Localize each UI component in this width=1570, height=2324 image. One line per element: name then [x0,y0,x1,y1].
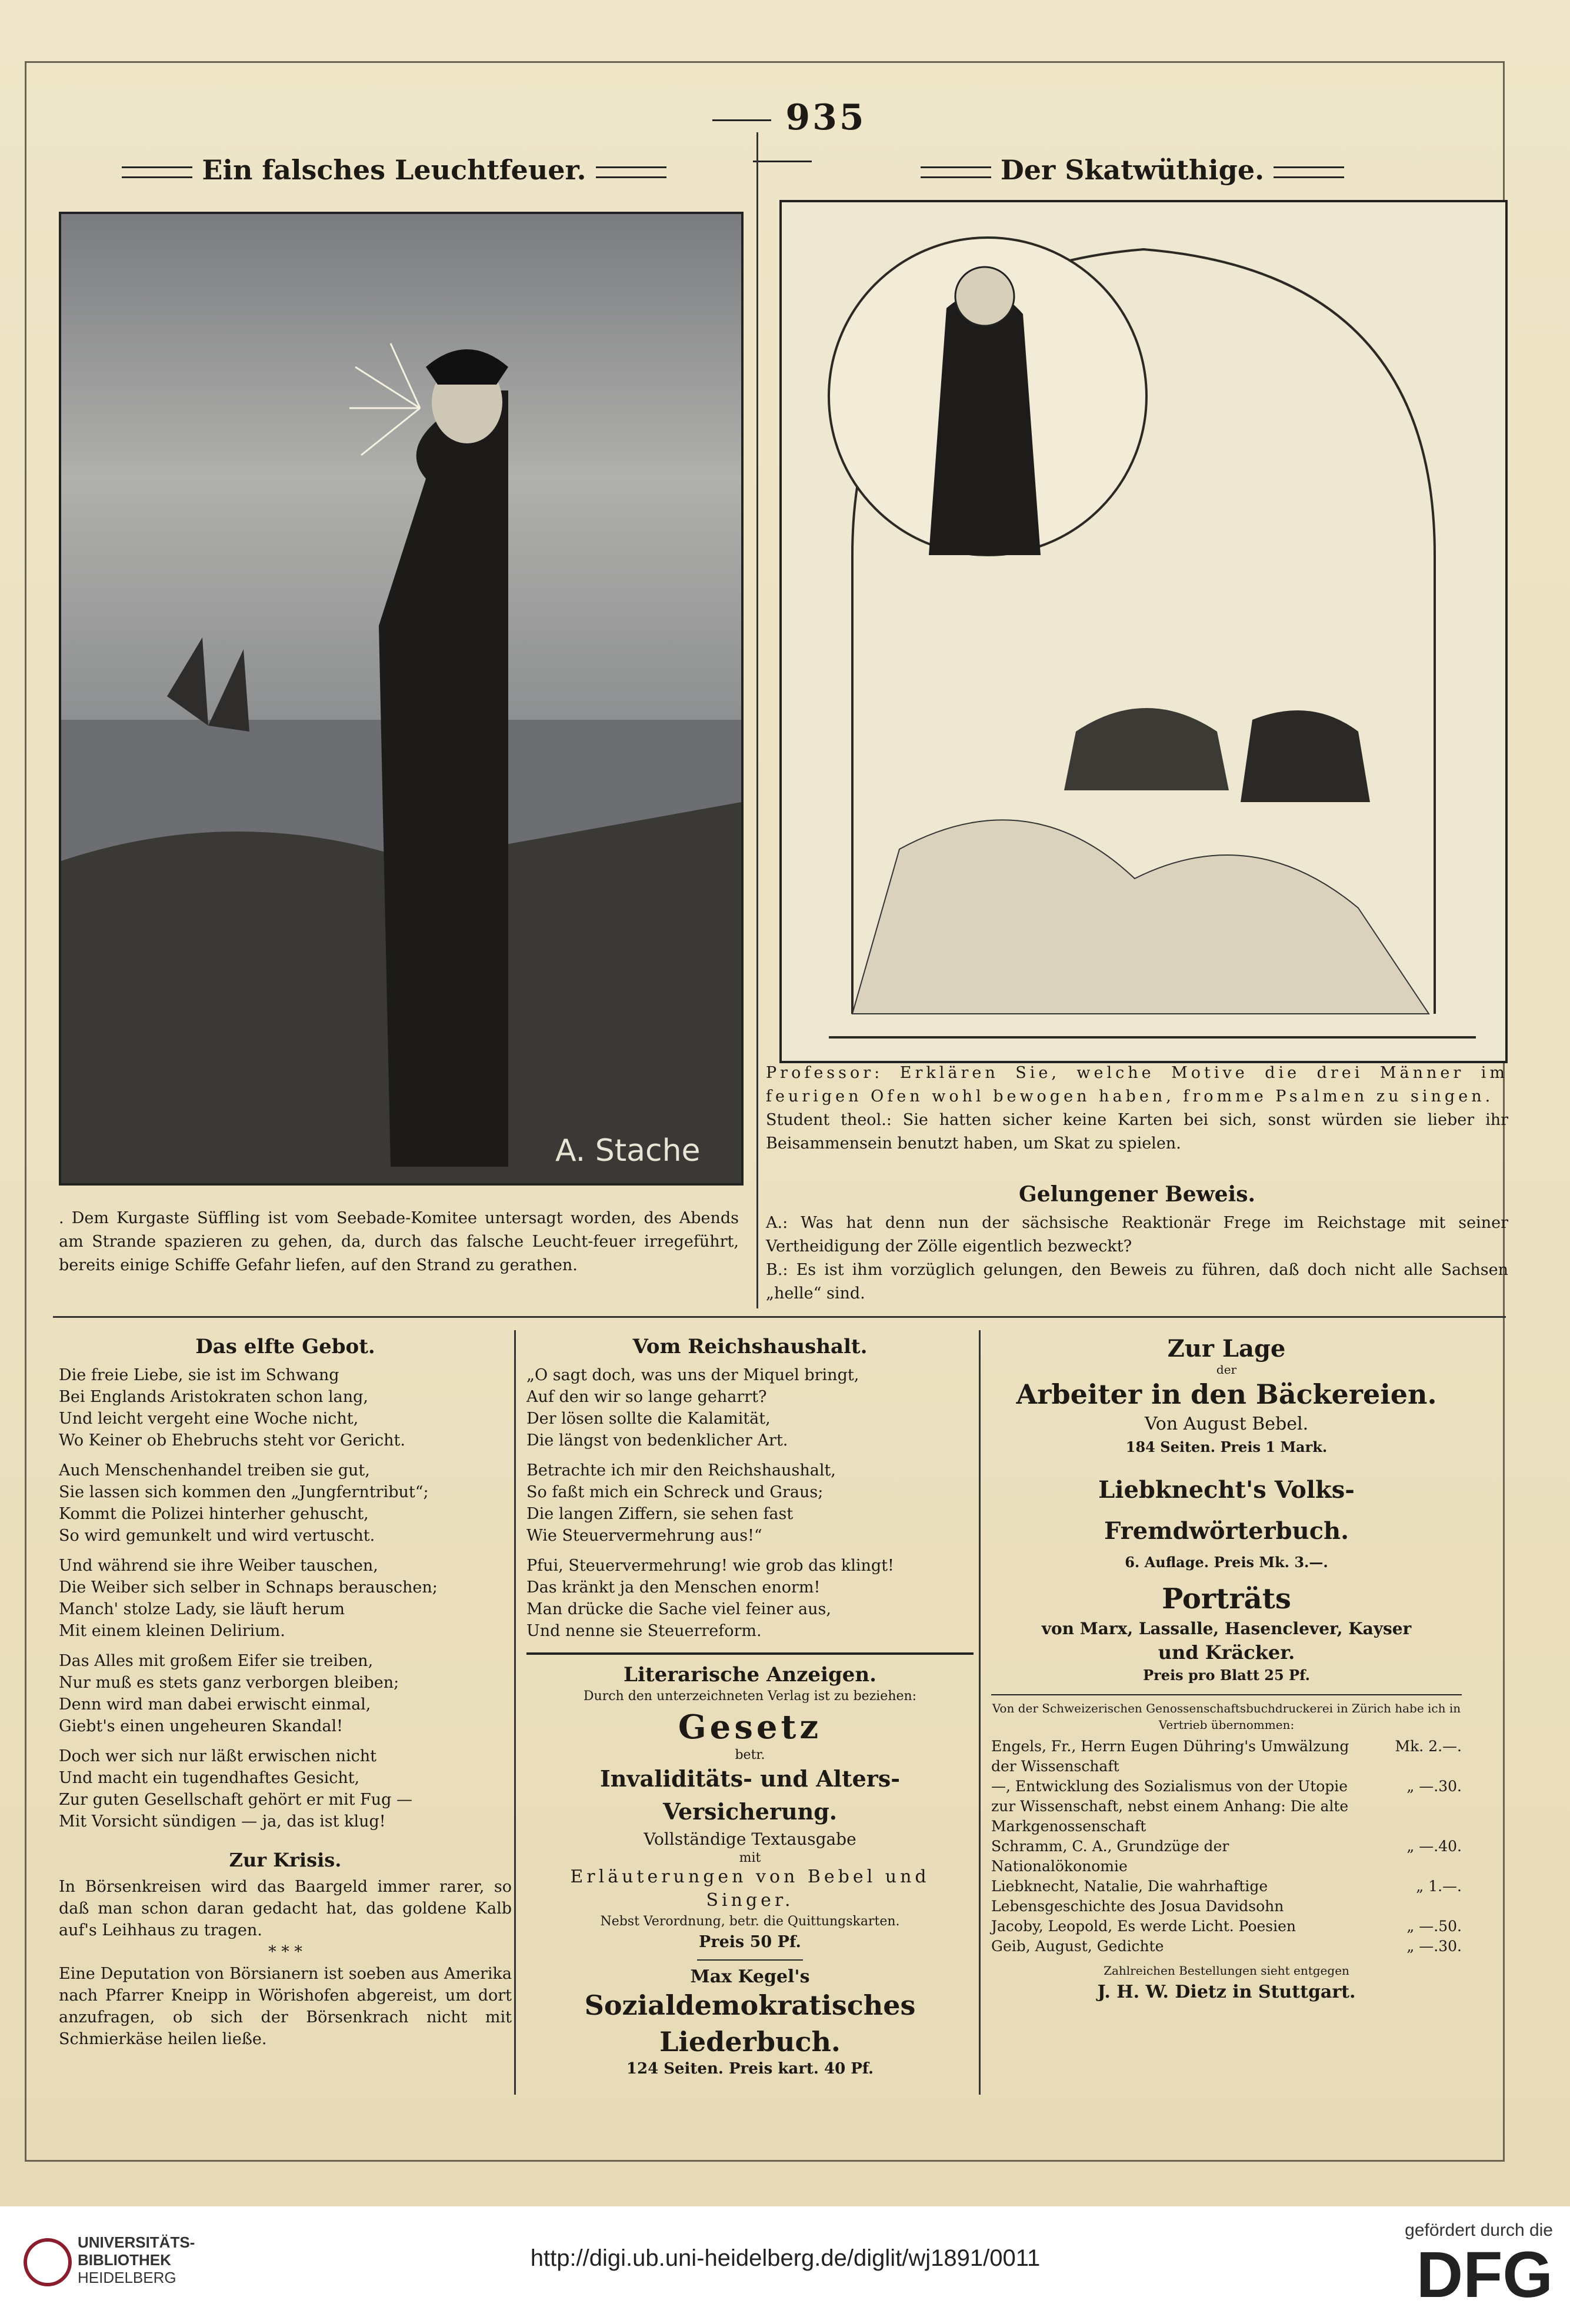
signature: A. Stache [555,1133,701,1168]
bebel-price: 184 Seiten. Preis 1 Mark. [1125,1438,1328,1455]
left-title-row [82,154,706,186]
ovens-illustration [779,200,1508,1063]
verse: Betrachte ich mir den Reichshaushalt, [526,1461,836,1480]
verse: Manch' stolze Lady, sie läuft herum [59,1600,345,1618]
illustration-drawing [782,202,1505,1061]
book-item [991,1936,1462,1956]
elfte-gebot-poem [59,1364,512,1832]
textausgabe: Vollständige Textausgabe [644,1829,856,1849]
bestellungen: Zahlreichen Bestellungen sieht entgegen [1104,1964,1349,1978]
verse: So wird gemunkelt und wird vertuscht. [59,1527,375,1545]
right-title-row [806,154,1459,186]
illustration-drawing [61,214,741,1183]
verse: Mit einem kleinen Delirium. [59,1622,285,1640]
verse: Das Alles mit großem Eifer sie treiben, [59,1652,374,1670]
lit-title: Literarische Anzeigen. [624,1663,876,1687]
verse: Und macht ein tugendhaftes Gesicht, [59,1769,360,1787]
verse: Pfui, Steuervermehrung! wie grob das klingt! [526,1557,894,1575]
gesetz-title: Gesetz [678,1708,822,1747]
verse: Zur guten Gesellschaft gehört er mit Fug — [59,1791,413,1809]
book-title: Engels, Fr., Herrn Eugen Dühring's Umwälzung der Wissenschaft [991,1738,1349,1775]
arbeiter-title: Arbeiter in den Bäckereien. [1016,1378,1437,1410]
stanza [526,1364,974,1451]
book-price: „ —.50. [1406,1918,1462,1935]
column-divider-top [756,132,758,1308]
lit-intro: Durch den unterzeichneten Verlag ist zu beziehen: [583,1689,917,1704]
funded-by: gefördert durch die [1405,2221,1553,2240]
reichshaushalt-poem [526,1364,974,1642]
dfg-logo: DFG [1416,2239,1553,2311]
verse: Die längst von bedenklicher Art. [526,1431,788,1450]
nebst-verordnung: Nebst Verordnung, betr. die Quittungskarten. [600,1914,900,1929]
verse: Giebt's einen ungeheuren Skandal! [59,1717,343,1735]
krisis-title: Zur Krisis. [229,1849,342,1871]
verse: Wo Keiner ob Ehebruchs steht vor Gericht. [59,1431,405,1450]
literarische-anzeigen [526,1652,974,2078]
verse: So faßt mich ein Schreck und Graus; [526,1483,824,1501]
elfte-gebot-title: Das elfte Gebot. [195,1335,375,1358]
verse: Und nenne sie Steuerreform. [526,1622,762,1640]
stanza [526,1460,974,1547]
gesetz-subject: Invaliditäts- und Alters-Versicherung. [600,1765,900,1825]
verse: Und während sie ihre Weiber tauschen, [59,1557,378,1575]
verse: Die freie Liebe, sie ist im Schwang [59,1366,339,1384]
book-price: „ 1.—. [1416,1878,1462,1895]
verse: Auf den wir so lange geharrt? [526,1388,767,1406]
stanza [59,1460,512,1547]
page-number: 935 [682,97,882,179]
book-item [991,1737,1462,1777]
verse: Denn wird man dabei erwischt einmal, [59,1695,371,1714]
liebknecht-title: Liebknecht's Volks-Fremdwörterbuch. [1098,1476,1355,1545]
verse: Kommt die Polizei hinterher gehuscht, [59,1505,369,1523]
portraets-price: Preis pro Blatt 25 Pf. [1143,1667,1310,1684]
column-divider-1 [514,1330,516,2095]
right-title: Der Skatwüthige. [1000,154,1265,186]
krisis-paragraph-2: Eine Deputation von Börsianern ist soeben aus Amerika nach Pfarrer Kneipp in Wörishofen abgereist, um dort anzufragen, ob sich der Börsenkrach nicht mit Schmierkäse heilen ließe. [59,1965,512,2048]
lighthouse-illustration [59,212,744,1186]
der: der [1216,1363,1237,1377]
book-title: Geib, August, Gedichte [991,1938,1164,1955]
von-bebel: Von August Bebel. [1144,1414,1309,1434]
portraets-names: von Marx, Lassalle, Hasenclever, Kayser [1041,1619,1412,1638]
stanza [59,1364,512,1451]
reichshaushalt-title: Vom Reichshaushalt. [632,1335,868,1358]
verse: Die Weiber sich selber in Schnaps berauschen; [59,1578,438,1597]
verse: Nur muß es stets ganz verborgen bleiben; [59,1674,399,1692]
book-price: „ —.30. [1406,1938,1462,1955]
verse: Wie Steuervermehrung aus!“ [526,1527,762,1545]
logo-line: UNIVERSITÄTS- [78,2233,195,2251]
mit: mit [739,1851,761,1865]
krisis-text [59,1876,512,2050]
section-divider [53,1316,1506,1318]
book-title: Schramm, C. A., Grundzüge der Nationalökonomie [991,1838,1229,1875]
verse: Und leicht vergeht eine Woche nicht, [59,1410,359,1428]
digitization-footer [0,2206,1570,2324]
book-item [991,1876,1462,1916]
publisher: J. H. W. Dietz in Stuttgart. [1097,1982,1356,2002]
book-item [991,1916,1462,1936]
book-item [991,1837,1462,1876]
gelungener-a: A.: Was hat denn nun der sächsische Reaktionär Frege im Reichstage mit seiner Vertheidigung der Zölle eigentlich bezweckt? [766,1214,1508,1256]
book-title: —, Entwicklung des Sozialismus von der Utopie zur Wissenschaft, nebst einem Anhang: Die alte Markgenossenschaft [991,1778,1349,1835]
book-title: Liebknecht, Natalie, Die wahrhaftige Lebensgeschichte des Josua Davidsohn [991,1878,1284,1915]
short-rule [697,1959,803,1961]
book-price: „ —.30. [1406,1778,1462,1795]
liederbuch-price: 124 Seiten. Preis kart. 40 Pf. [626,2060,874,2078]
price-gesetz: Preis 50 Pf. [699,1933,801,1951]
verse: Auch Menschenhandel treiben sie gut, [59,1461,370,1480]
left-caption: . Dem Kurgaste Süffling ist vom Seebade-Komitee untersagt worden, des Abends am Strande spazieren zu gehen, da, durch das falsche Leucht-feuer irregeführt, bereits einige Schiffe Gefahr liefen, auf den Strand zu gerathen. [59,1209,739,1274]
verse: Das kränkt ja den Menschen enorm! [526,1578,821,1597]
ornament-left [122,166,192,178]
gelungener-text [766,1211,1508,1305]
portraets-title: Porträts [1162,1582,1291,1615]
verse: Mit Vorsicht sündigen — ja, das ist klug! [59,1812,386,1831]
left-title: Ein falsches Leuchtfeuer. [202,154,586,186]
verse: Sie lassen sich kommen den „Jungferntribut“; [59,1483,429,1501]
book-title: Jacoby, Leopold, Es werde Licht. Poesien [991,1918,1296,1935]
caption-professor: Professor: Erklären Sie, welche Motive die drei Männer im feurigen Ofen wohl bewogen haben, fromme Psalmen zu singen. [766,1064,1508,1106]
gelungener-b: B.: Es ist ihm vorzüglich gelungen, den Beweis zu führen, daß doch nicht alle Sachsen „helle“ sind. [766,1261,1508,1303]
book-list [991,1737,1462,1956]
gesetz-betr: betr. [735,1748,765,1762]
column-2 [526,1335,974,2078]
library-logo [78,2233,195,2286]
erlaeuterungen: Erläuterungen von Bebel und Singer. [570,1866,930,1911]
portraets-kraecker: und Kräcker. [1158,1641,1295,1664]
logo-line: HEIDELBERG [78,2269,176,2286]
verse: Doch wer sich nur läßt erwischen nicht [59,1747,376,1765]
ornament-left [921,166,991,178]
rule [991,1694,1462,1695]
stanza [59,1555,512,1642]
caption-student: Student theol.: Sie hatten sicher keine Karten bei sich, sonst würden sie lieber ihr Beisammensein benutzt haben, um Skat zu spielen. [766,1111,1508,1153]
book-price: Mk. 2.—. [1395,1738,1462,1755]
stanza [59,1745,512,1832]
permalink[interactable]: http://digi.ub.uni-heidelberg.de/diglit/wj1891/0011 [530,2245,1041,2271]
right-caption [766,1061,1508,1156]
book-item [991,1777,1462,1837]
zur-lage: Zur Lage [1167,1335,1286,1363]
verse: Die langen Ziffern, sie sehen fast [526,1505,794,1523]
column-1 [59,1335,512,2050]
ornament-right [1274,166,1344,178]
column-divider-2 [979,1330,981,2095]
krisis-paragraph-1: In Börsenkreisen wird das Baargeld immer rarer, so daß man schon daran gedacht hat, das goldene Kalb auf's Leihhaus zu tragen. [59,1878,512,1939]
verse: Man drücke die Sache viel feiner aus, [526,1600,831,1618]
liederbuch-title: Sozialdemokratisches Liederbuch. [584,1989,916,2058]
vertrieb-note: Von der Schweizerischen Genossenschaftsbuchdruckerei in Zürich habe ich in Vertrieb übernommen: [992,1701,1461,1732]
verse: „O sagt doch, was uns der Miquel bringt, [526,1366,859,1384]
book-price: „ —.40. [1406,1838,1462,1855]
asterism: * * * [268,1943,302,1961]
gelungener-title: Gelungener Beweis. [1018,1182,1256,1207]
logo-line: BIBLIOTHEK [78,2251,171,2269]
kegel: Max Kegel's [690,1966,810,1987]
university-seal-icon [24,2238,72,2286]
liebknecht-price: 6. Auflage. Preis Mk. 3.—. [1125,1554,1328,1571]
column-3 [991,1335,1462,2005]
verse: Bei Englands Aristokraten schon lang, [59,1388,369,1406]
verse: Der lösen sollte die Kalamität, [526,1410,771,1428]
stanza [59,1650,512,1737]
stanza [526,1555,974,1642]
ornament-right [596,166,666,178]
